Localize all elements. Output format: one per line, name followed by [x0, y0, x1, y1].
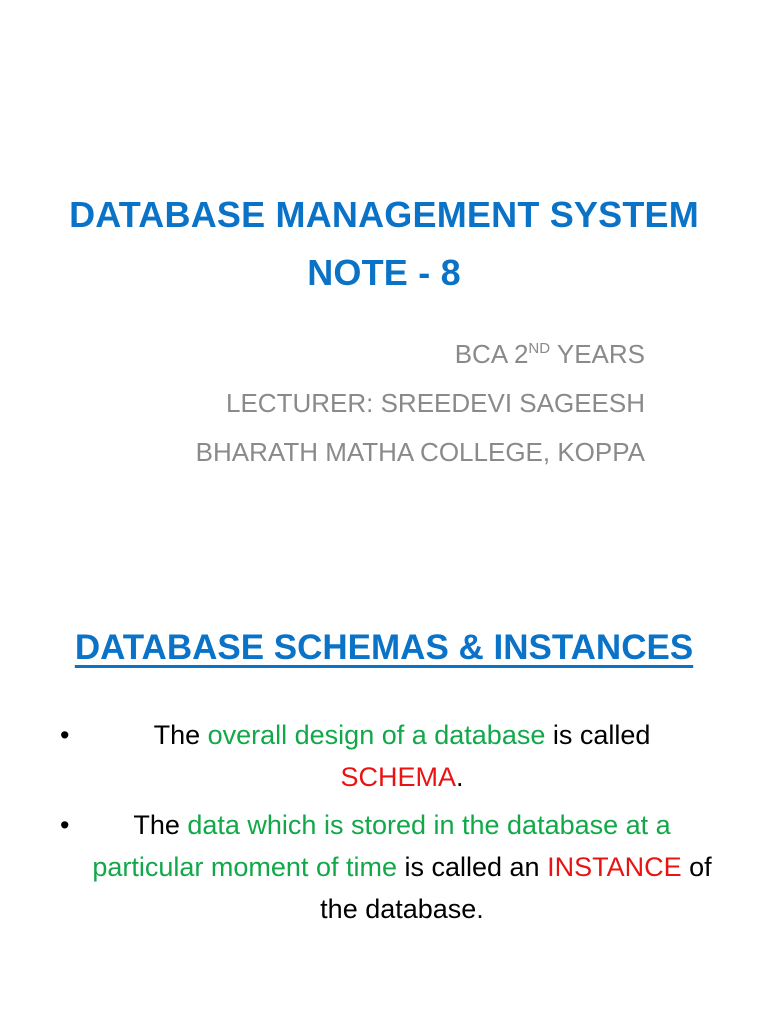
bullet-text-plain: The [133, 810, 188, 840]
section-heading: DATABASE SCHEMAS & INSTANCES [74, 628, 694, 667]
slide-subtitle [196, 330, 645, 477]
slide-title [0, 186, 768, 302]
bullet-highlight-green: overall design of a database [207, 720, 546, 750]
bullet-item [0, 714, 768, 798]
content-slide [0, 580, 768, 1024]
course-prefix: BCA 2 [454, 339, 529, 369]
course-superscript: ND [528, 340, 551, 357]
bullet-text-plain: The [153, 720, 208, 750]
bullet-text-plain: is called an [396, 852, 548, 882]
title-line-1: DATABASE MANAGEMENT SYSTEM [69, 194, 699, 235]
college-line: BHARATH MATHA COLLEGE, KOPPA [195, 437, 645, 467]
bullet-item [0, 804, 768, 930]
bullet-highlight-red: INSTANCE [547, 852, 682, 882]
lecturer-line: LECTURER: SREEDEVI SAGEESH [226, 388, 645, 418]
bullet-text [92, 810, 719, 924]
bullet-text-plain: of the database. [320, 852, 720, 924]
bullet-icon: • [60, 720, 70, 750]
bullet-highlight-green: data which is stored in the database at a particular moment of time [92, 810, 671, 882]
bullet-list [0, 714, 768, 936]
course-line [196, 330, 645, 379]
course-suffix: YEARS [550, 339, 645, 369]
bullet-text-plain: . [456, 762, 464, 792]
bullet-highlight-red: SCHEMA [340, 762, 456, 792]
bullet-icon: • [60, 810, 70, 840]
bullet-text-plain: is called [545, 720, 658, 750]
bullet-text [154, 720, 658, 792]
title-line-2: NOTE - 8 [307, 252, 461, 293]
